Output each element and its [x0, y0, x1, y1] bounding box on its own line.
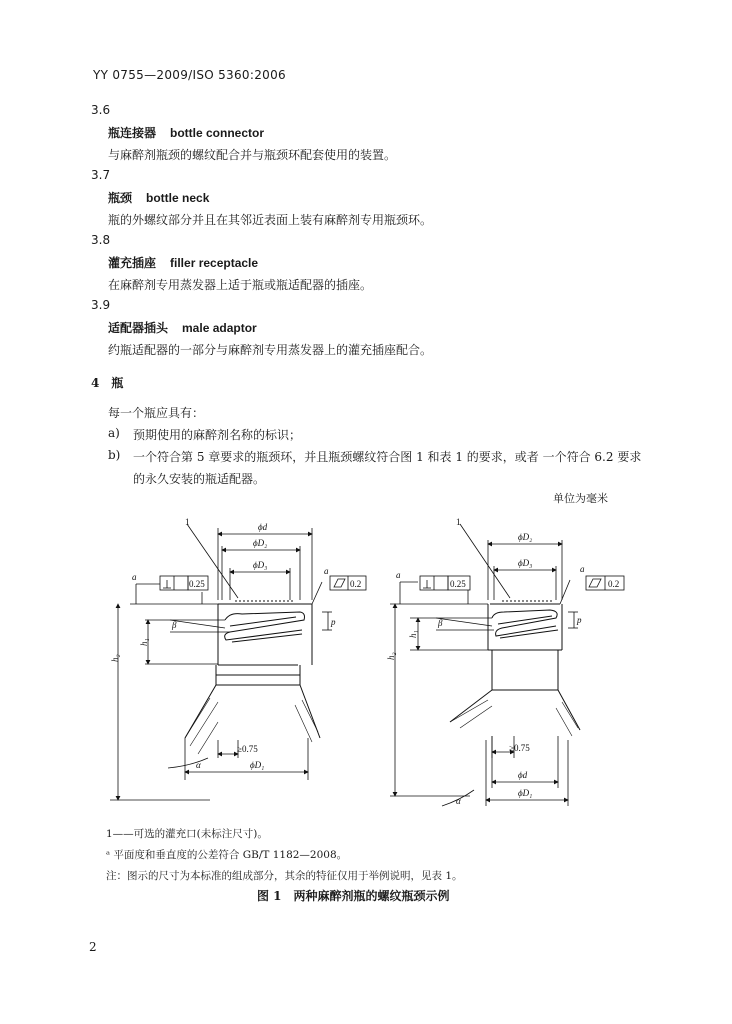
- section-4-number: 4: [91, 376, 100, 390]
- right-flat-tol: 0.2: [608, 579, 620, 589]
- right-p: p: [577, 615, 582, 625]
- left-h2: h₂: [110, 654, 120, 662]
- right-h1: h₁: [408, 630, 418, 638]
- figure-note-3: 注：图示的尺寸为本标准的组成部分，其余的特征仅用于举例说明，见表 1。: [106, 870, 463, 882]
- right-dim-phi-D1: ϕD₁: [518, 788, 533, 798]
- left-callout-1: 1: [185, 517, 190, 527]
- figure-note-1: 1——可选的灌充口(未标注尺寸)。: [106, 828, 268, 840]
- term-en: bottle connector: [170, 126, 265, 140]
- left-dim-phi-d: ϕd: [258, 522, 268, 532]
- list-marker: a): [108, 426, 120, 440]
- right-callout-1: 1: [456, 517, 461, 527]
- left-flat-a: a: [324, 566, 329, 576]
- left-dim-phi-D3: ϕD₃: [253, 560, 268, 570]
- term-3-9: [108, 319, 257, 336]
- definition-3-9: 约瓶适配器的一部分与麻醉剂专用蒸发器上的灌充插座配合。: [108, 343, 433, 357]
- bottle-neck-figure: [90, 500, 650, 822]
- list-marker: b): [108, 448, 121, 462]
- unit-label: 单位为毫米: [553, 492, 608, 505]
- right-min-075: ≥0.75: [509, 743, 530, 753]
- list-item-a: [108, 426, 302, 442]
- term-3-7: [108, 189, 209, 206]
- right-h2: h₂: [386, 652, 396, 660]
- right-dim-phi-D2: ϕD₂: [518, 532, 533, 542]
- left-alpha: α: [196, 760, 201, 770]
- right-datum-a: a: [396, 570, 401, 580]
- right-beta: β: [438, 618, 443, 628]
- term-en: male adaptor: [182, 321, 257, 335]
- left-h1: h₁: [139, 638, 149, 646]
- left-beta: β: [172, 620, 177, 630]
- list-item-b: [108, 448, 642, 464]
- right-flat-a: a: [580, 564, 585, 574]
- list-text: 一个符合第 5 章要求的瓶颈环，并且瓶颈螺纹符合图 1 和表 1 的要求，或者 一个符合 6.2 要求: [133, 450, 642, 464]
- term-cn: 灌充插座: [108, 256, 157, 270]
- left-dim-phi-D2: ϕD₂: [253, 538, 268, 548]
- right-dim-phi-d: ϕd: [518, 770, 528, 780]
- left-p: p: [331, 617, 336, 627]
- section-4-heading: [91, 374, 123, 391]
- term-en: bottle neck: [146, 191, 210, 205]
- left-datum-a: a: [132, 572, 137, 582]
- section-number-3-6: 3.6: [91, 103, 111, 117]
- definition-3-6: 与麻醉剂瓶颈的螺纹配合并与瓶颈环配套使用的装置。: [108, 148, 397, 162]
- right-perp-tol: 0.25: [450, 579, 466, 589]
- left-perp-tol: 0.25: [189, 579, 205, 589]
- right-dim-phi-D3: ϕD₃: [518, 558, 533, 568]
- section-number-3-7: 3.7: [91, 168, 111, 182]
- page-header: YY 0755—2009/ISO 5360:2006: [93, 68, 286, 82]
- section-number-3-8: 3.8: [91, 233, 111, 247]
- left-bottle-drawing: [185, 601, 320, 754]
- term-3-6: [108, 124, 264, 141]
- definition-3-8: 在麻醉剂专用蒸发器上适于瓶或瓶适配器的插座。: [108, 278, 373, 292]
- figure-caption: 图 1 两种麻醉剂瓶的螺纹瓶颈示例: [257, 889, 450, 903]
- term-cn: 适配器插头: [108, 321, 169, 335]
- right-alpha: α: [456, 796, 461, 806]
- left-dim-phi-D1: ϕD₁: [250, 760, 265, 770]
- term-cn: 瓶连接器: [108, 126, 157, 140]
- list-text: 预期使用的麻醉剂名称的标识；: [133, 428, 302, 442]
- left-flat-tol: 0.2: [350, 579, 362, 589]
- term-en: filler receptacle: [170, 256, 259, 270]
- term-3-8: [108, 254, 258, 271]
- right-bottle-drawing: [450, 601, 580, 736]
- figure-note-2: ᵃ 平面度和垂直度的公差符合 GB/T 1182—2008。: [106, 849, 348, 861]
- section-number-3-9: 3.9: [91, 298, 111, 312]
- page-number: 2: [89, 940, 97, 954]
- term-cn: 瓶颈: [108, 191, 133, 205]
- left-min-075: ≥0.75: [237, 744, 258, 754]
- definition-3-7: 瓶的外螺纹部分并且在其邻近表面上装有麻醉剂专用瓶颈环。: [108, 213, 433, 227]
- section-4-intro: 每一个瓶应具有：: [108, 406, 205, 420]
- list-item-b-continued: 的永久安装的瓶适配器。: [133, 472, 266, 486]
- section-4-title: 瓶: [111, 376, 124, 390]
